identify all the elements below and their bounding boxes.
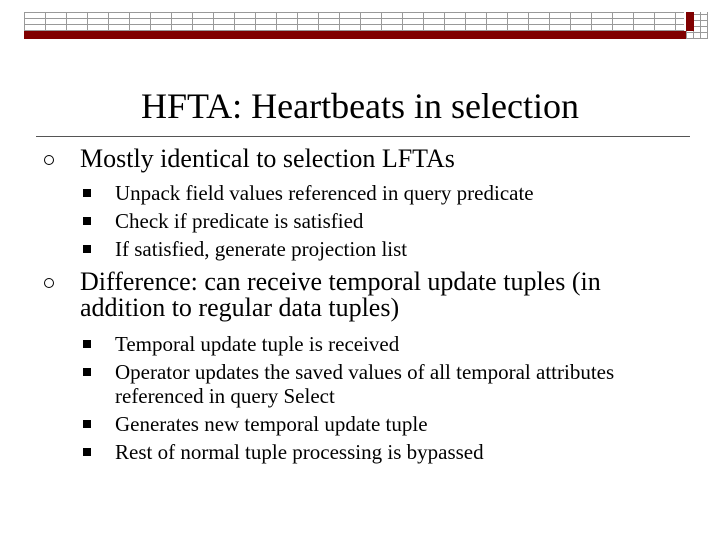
bullet-text: Mostly identical to selection LFTAs (80, 144, 455, 173)
sub-bullet-item (42, 440, 682, 464)
filled-square-bullet-icon (83, 245, 91, 253)
sub-bullet-item (42, 181, 682, 205)
sub-bullet-item (42, 237, 682, 261)
slide-title: HFTA: Heartbeats in selection (141, 86, 579, 126)
bullet-item (42, 146, 682, 172)
sub-bullet-list (42, 332, 682, 464)
filled-square-bullet-icon (83, 448, 91, 456)
hollow-circle-bullet-icon (44, 155, 54, 165)
sub-bullet-text: Unpack field values referenced in query predicate (115, 181, 534, 205)
filled-square-bullet-icon (83, 189, 91, 197)
sub-bullet-item (42, 209, 682, 233)
filled-square-bullet-icon (83, 368, 91, 376)
corner-accent-block (686, 12, 694, 31)
sub-bullet-item (42, 412, 682, 436)
hollow-circle-bullet-icon (44, 278, 54, 288)
header-accent-bar (24, 31, 686, 39)
sub-bullet-text: Check if predicate is satisfied (115, 209, 364, 233)
sub-bullet-text: Operator updates the saved values of all temporal attributes referenced in query Select (115, 360, 615, 408)
bullet-item (42, 269, 670, 321)
bullet-text: Difference: can receive temporal update tuples (in addition to regular data tuples) (80, 267, 601, 322)
filled-square-bullet-icon (83, 340, 91, 348)
sub-bullet-text: If satisfied, generate projection list (115, 237, 408, 261)
sub-bullet-text: Generates new temporal update tuple (115, 412, 428, 436)
title-divider (36, 136, 690, 137)
sub-bullet-item (42, 332, 682, 356)
slide-body (42, 142, 682, 464)
sub-bullet-item (42, 360, 635, 408)
header-corner-pattern (686, 12, 708, 39)
filled-square-bullet-icon (83, 217, 91, 225)
filled-square-bullet-icon (83, 420, 91, 428)
header-grid-pattern (24, 12, 684, 31)
sub-bullet-list (42, 181, 682, 261)
sub-bullet-text: Temporal update tuple is received (115, 332, 400, 356)
sub-bullet-text: Rest of normal tuple processing is bypassed (115, 440, 484, 464)
